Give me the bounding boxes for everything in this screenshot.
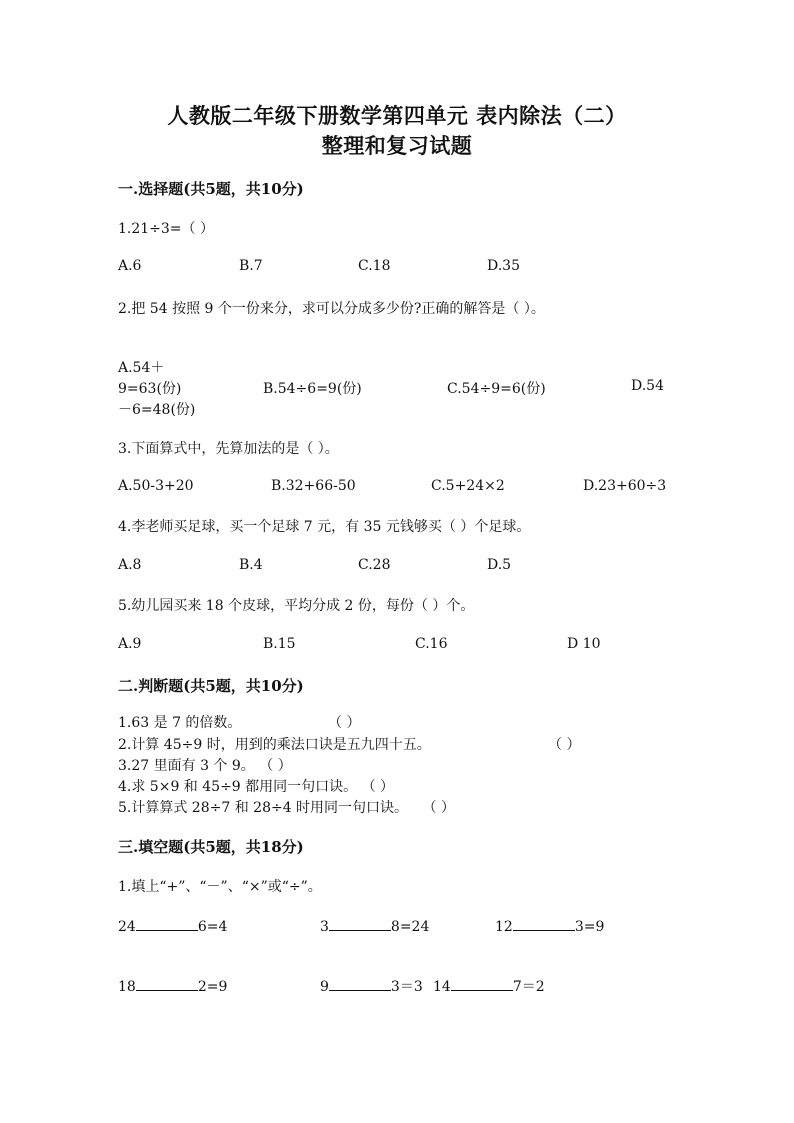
q2-option-b: B.54÷6=9(份) — [263, 381, 362, 397]
q1-option-b: B.7 — [239, 258, 263, 274]
judge-item-3-paren: （ ） — [259, 758, 292, 774]
operand-left: 12 — [495, 919, 513, 935]
operand-left: 18 — [118, 979, 136, 995]
q5-option-d: D 10 — [567, 636, 601, 652]
q3-option-a: A.50-3+20 — [118, 478, 194, 494]
answer-blank[interactable] — [329, 976, 391, 991]
operand-left: 14 — [433, 979, 451, 995]
operand-left: 24 — [118, 919, 136, 935]
q2-option-d-part1: D.54 — [631, 378, 664, 394]
q1-option-d: D.35 — [487, 258, 520, 274]
operand-right: 3＝3 — [390, 979, 423, 995]
fill-row1-expr1 — [118, 916, 227, 935]
judge-item-2 — [118, 734, 581, 754]
answer-blank[interactable] — [136, 916, 198, 931]
q2-option-a-part1: A.54＋ — [118, 360, 165, 376]
question-1-stem: 1.21÷3=（ ） — [118, 221, 214, 237]
question-5-stem: 5.幼儿园买来 18 个皮球，平均分成 2 份，每份（ ）个。 — [118, 598, 475, 614]
judge-item-4 — [118, 776, 394, 796]
fill-question-1-stem: 1.填上“+”、“－”、“×”或“÷”。 — [118, 879, 322, 895]
q3-option-b: B.32+66-50 — [271, 478, 356, 494]
q4-option-a: A.8 — [118, 557, 142, 573]
q2-option-c: C.54÷9=6(份) — [447, 381, 546, 397]
fill-row2-expr2 — [320, 976, 423, 996]
judge-item-5-paren: （ ） — [422, 800, 455, 816]
operand-left: 9 — [320, 979, 329, 995]
section-heading-fill: 三.填空题(共5题，共18分) — [118, 838, 304, 856]
judge-item-3-text: 3.27 里面有 3 个 9。 — [118, 758, 255, 774]
judge-item-1-text: 1.63 是 7 的倍数。 — [118, 715, 242, 731]
q5-option-a: A.9 — [118, 636, 142, 652]
judge-item-4-text: 4.求 5×9 和 45÷9 都用同一句口诀。 — [118, 779, 358, 795]
answer-blank[interactable] — [136, 976, 198, 991]
question-4-stem: 4.李老师买足球，买一个足球 7 元，有 35 元钱够买（ ）个足球。 — [118, 519, 531, 535]
page-subtitle: 整理和复习试题 — [321, 133, 473, 158]
fill-row2-expr3 — [433, 976, 545, 996]
section-heading-choice: 一.选择题(共5题，共10分) — [118, 180, 304, 198]
q1-option-c: C.18 — [358, 258, 391, 274]
section-heading-judge: 二.判断题(共5题，共10分) — [118, 677, 304, 695]
page-title: 人教版二年级下册数学第四单元 表内除法（二） — [167, 103, 627, 128]
q3-option-d: D.23+60÷3 — [583, 478, 667, 494]
answer-blank[interactable] — [513, 916, 575, 931]
answer-blank[interactable] — [451, 976, 513, 991]
operand-left: 3 — [320, 919, 329, 935]
fill-row1-expr3 — [495, 916, 604, 935]
q5-option-c: C.16 — [415, 636, 448, 652]
operand-right: 8=24 — [390, 919, 430, 935]
q1-option-a: A.6 — [118, 258, 142, 274]
judge-item-1 — [118, 712, 361, 732]
operand-right: 2=9 — [197, 979, 228, 995]
fill-row2-expr1 — [118, 976, 227, 995]
answer-blank[interactable] — [329, 916, 391, 931]
judge-item-5-text: 5.计算算式 28÷7 和 28÷4 时用同一句口诀。 — [118, 800, 409, 816]
question-3-stem: 3.下面算式中，先算加法的是（ ）。 — [118, 441, 339, 457]
judge-item-3 — [118, 755, 292, 775]
q4-option-d: D.5 — [487, 557, 512, 573]
q2-option-a-part2: 9=63(份) — [118, 381, 182, 397]
fill-row1-expr2 — [320, 916, 429, 935]
q4-option-c: C.28 — [358, 557, 391, 573]
q4-option-b: B.4 — [239, 557, 263, 573]
judge-item-4-paren: （ ） — [361, 779, 395, 795]
judge-item-1-paren: （ ） — [328, 715, 361, 731]
q3-option-c: C.5+24×2 — [431, 478, 505, 494]
operand-right: 3=9 — [574, 919, 605, 935]
judge-item-2-text: 2.计算 45÷9 时，用到的乘法口诀是五九四十五。 — [118, 737, 431, 753]
question-2-stem: 2.把 54 按照 9 个一份来分，求可以分成多少份?正确的解答是（ ）。 — [118, 301, 545, 317]
operand-right: 6=4 — [197, 919, 228, 935]
judge-item-2-paren: （ ） — [548, 737, 581, 753]
q5-option-b: B.15 — [263, 636, 296, 652]
operand-right: 7＝2 — [512, 979, 545, 995]
q2-option-d-part2: －6=48(份) — [118, 402, 196, 418]
judge-item-5 — [118, 797, 455, 817]
